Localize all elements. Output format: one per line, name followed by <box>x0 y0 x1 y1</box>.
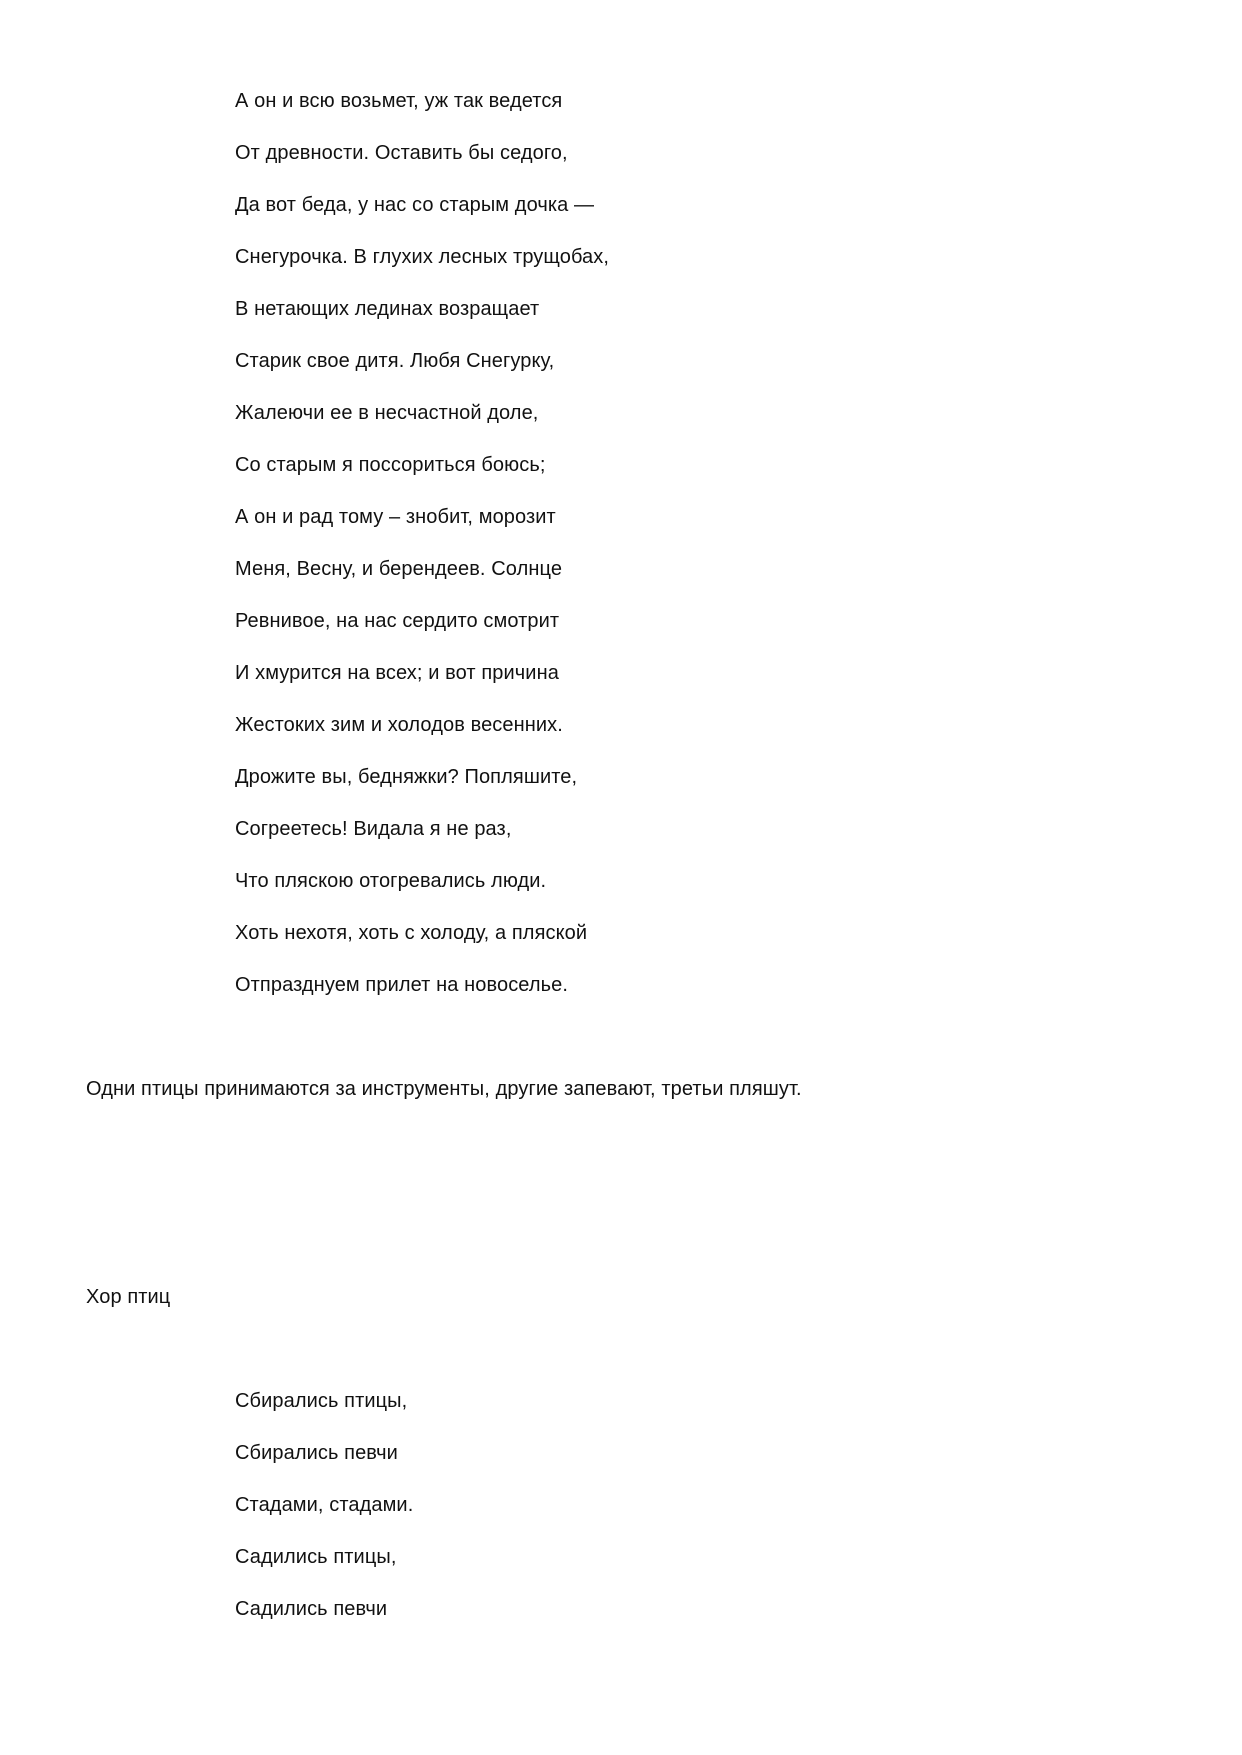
verse-line: Жестоких зим и холодов весенних. <box>235 714 563 736</box>
verse-line: Со старым я поссориться боюсь; <box>235 454 546 476</box>
verse-line: Стадами, стадами. <box>235 1494 414 1516</box>
verse-line: Да вот беда, у нас со старым дочка — <box>235 194 595 216</box>
verse-line: Старик свое дитя. Любя Снегурку, <box>235 350 555 372</box>
verse-line: Жалеючи ее в несчастной доле, <box>235 402 539 424</box>
verse-line: Отпразднуем прилет на новоселье. <box>235 974 569 996</box>
verse-line: Снегурочка. В глухих лесных трущобах, <box>235 246 610 268</box>
verse-line: От древности. Оставить бы седого, <box>235 142 568 164</box>
verse-line: А он и всю возьмет, уж так ведется <box>235 90 563 112</box>
verse-line: Что пляскою отогревались люди. <box>235 870 547 892</box>
verse-line: Сбирались певчи <box>235 1442 398 1464</box>
verse-line: Дрожите вы, бедняжки? Попляшите, <box>235 766 578 788</box>
verse-line: Сбирались птицы, <box>235 1390 408 1412</box>
verse-line: И хмурится на всех; и вот причина <box>235 662 559 684</box>
stage-direction: Одни птицы принимаются за инструменты, другие запевают, третьи пляшут. <box>86 1078 802 1100</box>
verse-line: Ревнивое, на нас сердито смотрит <box>235 610 560 632</box>
verse-line: В нетающих лединах возращает <box>235 298 540 320</box>
verse-line: Согреетесь! Видала я не раз, <box>235 818 512 840</box>
verse-line: Меня, Весну, и берендеев. Солнце <box>235 558 563 580</box>
verse-line: Садились птицы, <box>235 1546 397 1568</box>
speaker-name: Хор птиц <box>86 1286 171 1308</box>
verse-line: А он и рад тому – знобит, морозит <box>235 506 556 528</box>
verse-line: Садились певчи <box>235 1598 388 1620</box>
verse-line: Хоть нехотя, хоть с холоду, а пляской <box>235 922 588 944</box>
